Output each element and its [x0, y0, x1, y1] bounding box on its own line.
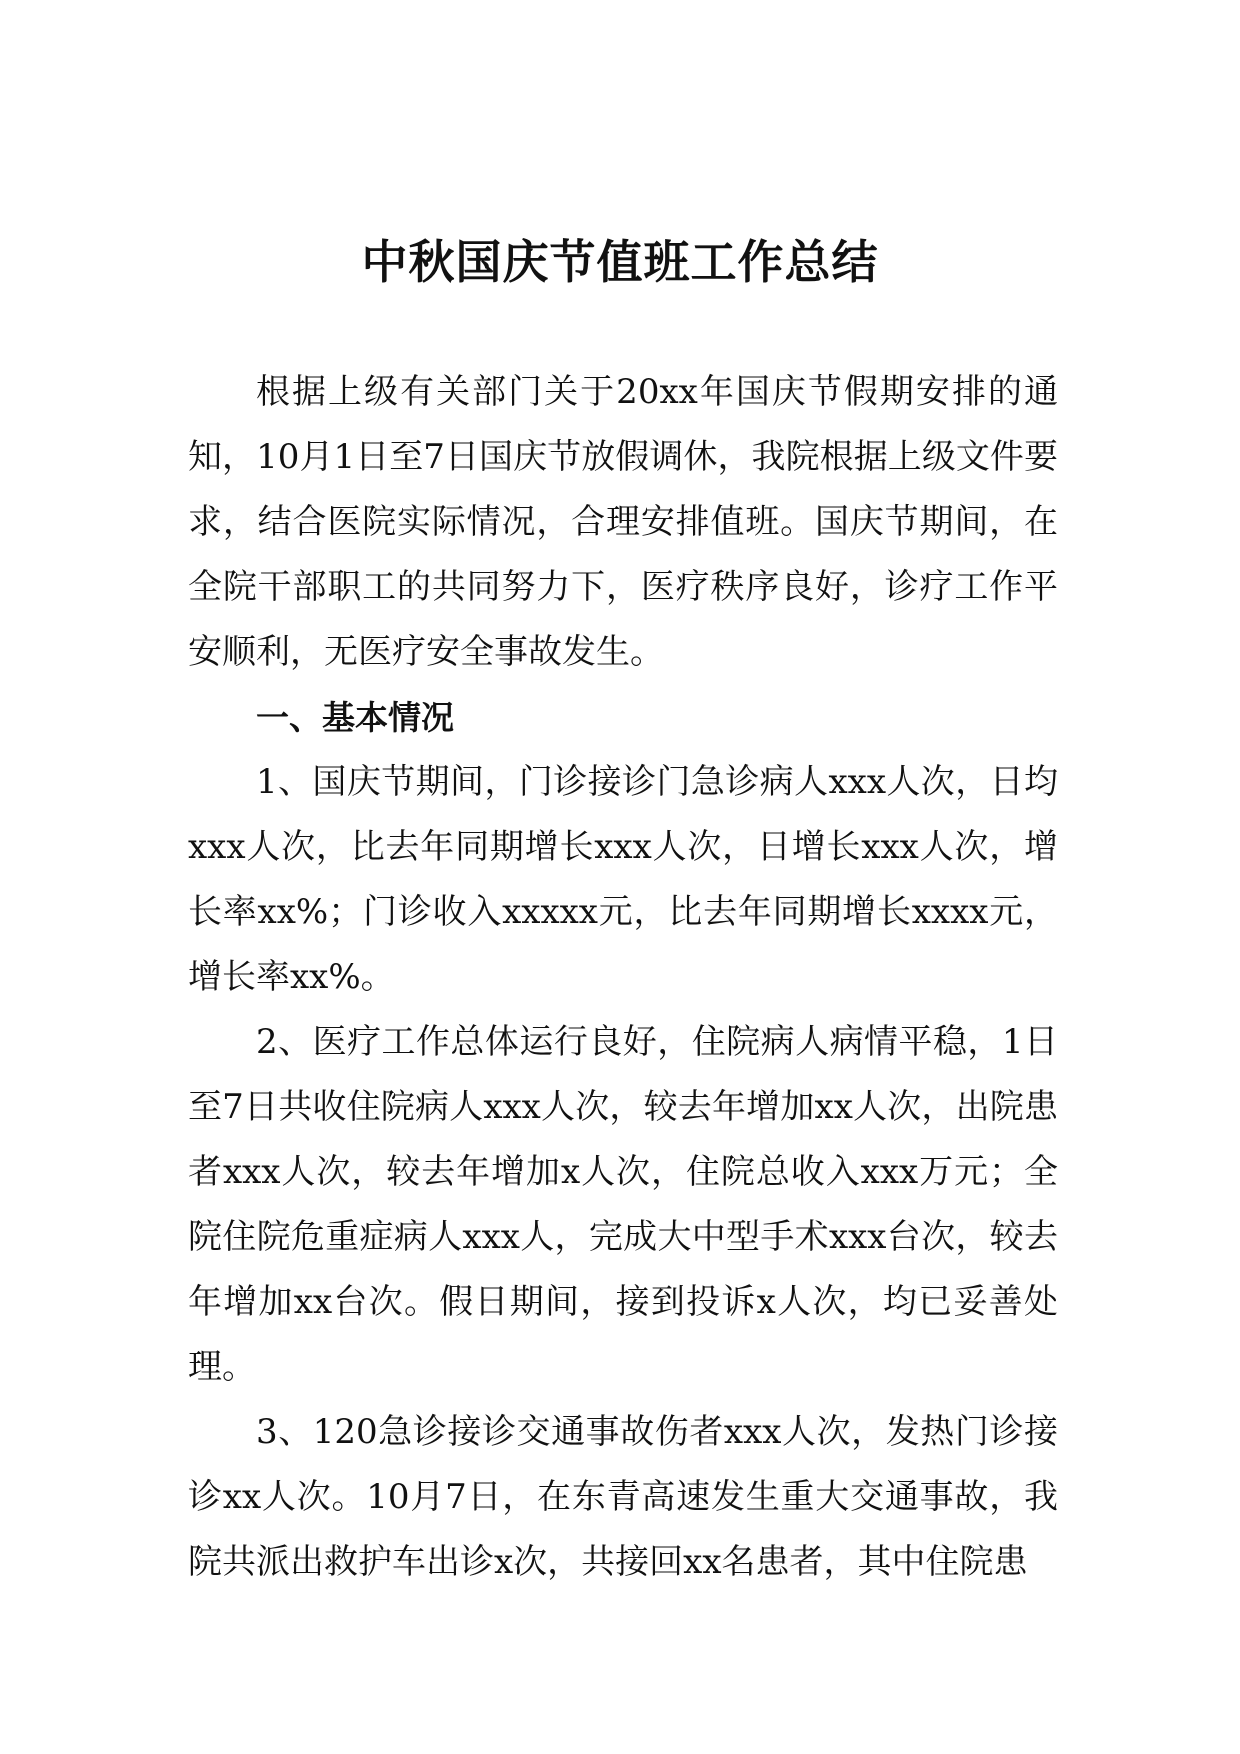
document-title: 中秋国庆节值班工作总结: [361, 235, 879, 289]
list-item: 3、120急诊接诊交通事故伤者xxx人次，发热门诊接诊xx人次。10月7日，在东青高速发生重大交通事故，我院共派出救护车出诊x次，共接回xx名患者，其中住院患: [188, 1412, 1058, 1582]
list-item: 2、医疗工作总体运行良好，住院病人病情平稳，1日至7日共收住院病人xxx人次，较去年增加xx人次，出院患者xxx人次，较去年增加x人次，住院总收入xxx万元；全院住院危重症病人xxx人，完成大中型手术xxx台次，较去年增加xx台次。假日期间，接到投诉x人次，均已妥善处理。: [188, 1022, 1058, 1387]
document-body: [188, 360, 1058, 1595]
list-item: 1、国庆节期间，门诊接诊门急诊病人xxx人次，日均xxx人次，比去年同期增长xxx人次，日增长xxx人次，增长率xx%；门诊收入xxxxx元，比去年同期增长xxxx元，增长率xx%。: [188, 762, 1058, 997]
intro-paragraph: 根据上级有关部门关于20xx年国庆节假期安排的通知，10月1日至7日国庆节放假调休，我院根据上级文件要求，结合医院实际情况，合理安排值班。国庆节期间，在全院干部职工的共同努力下，医疗秩序良好，诊疗工作平安顺利，无医疗安全事故发生。: [188, 372, 1058, 672]
section-heading: 一、基本情况: [256, 698, 454, 737]
